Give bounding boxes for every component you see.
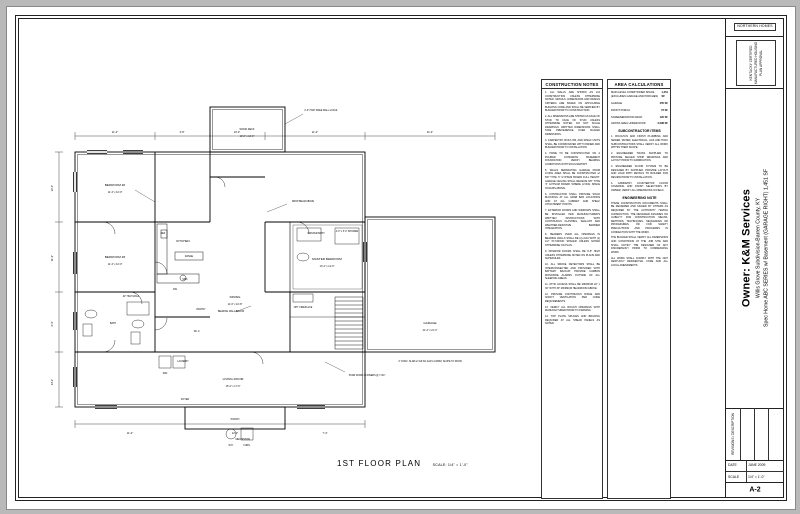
svg-text:10'-0": 10'-0"	[233, 131, 241, 134]
note-item: 12. PROVIDE CONTINUOUS RIDGE AND SOFFIT VENTILATION PER CODE REQUIREMENTS.	[545, 292, 600, 303]
area-calculations-heading: AREA CALCULATIONS	[608, 80, 670, 89]
svg-text:W.I.C.: W.I.C.	[193, 330, 201, 333]
svg-text:3'-4": 3'-4"	[51, 321, 54, 327]
floor-plan-drawing	[35, 62, 505, 462]
svg-text:MASTER BATH: MASTER BATH	[307, 232, 325, 235]
svg-text:MASTER BEDROOM: MASTER BEDROOM	[312, 257, 342, 261]
note-item: 4. HOME TO BE CONSTRUCTED ON A POURED CONCRETE BASEMENT FOUNDATION. VERIFY BEARING CONDITIONS WITH SOILS REPORT.	[545, 151, 600, 166]
svg-text:BEARING WALL BELOW: BEARING WALL BELOW	[218, 311, 244, 313]
stamp-line: KENTUCKY CERTIFIED	[748, 45, 753, 81]
area-line-value: 1,451 SF	[661, 91, 668, 98]
svg-text:11'-0" x 10'-8": 11'-0" x 10'-8"	[227, 303, 243, 306]
svg-text:42" HIGH WALL: 42" HIGH WALL	[122, 296, 140, 298]
revisions-col-divider	[754, 408, 755, 460]
area-line	[611, 91, 668, 99]
area-line-key: FRONT PORCH	[611, 108, 630, 112]
note-item: 2. ALL DIMENSIONS ARE SHOWN AS FACE OF STUD TO FACE OF STUD UNLESS OTHERWISE NOTED. DO NOT SCALE DRAWINGS. WRITTEN DIMENSIONS SHALL TAKE PRECEDENCE OVER SCALED DIMENSIONS.	[545, 114, 600, 137]
revisions-col-divider	[768, 408, 769, 460]
area-line-value: 2,098 SF	[657, 122, 668, 126]
note-item: 6. CONTRACTOR SHALL PROVIDE SOLID BLOCKING AT ALL GRAB BAR LOCATIONS AND AT ALL CABINET AND SHELF ATTACHMENT POINTS.	[545, 192, 600, 207]
plan-title-text: 1ST FLOOR PLAN	[337, 459, 422, 468]
area-line	[611, 102, 668, 106]
date-value: JUNE 2009	[748, 463, 766, 467]
note-item: 13. VERIFY ALL ROUGH OPENINGS WITH MANUFACTURER PRIOR TO FRAMING.	[545, 305, 600, 313]
svg-text:REF: REF	[160, 233, 166, 235]
area-line	[611, 109, 668, 113]
note-item: 8. HEADERS OVER ALL OPENINGS IN BEARING WALLS SHALL BE (2) 2x10 WITH (1) 1/2" PLYWOOD SPACER UNLESS NOTED OTHERWISE ON PLAN.	[545, 233, 600, 248]
scale-value: 1/4" = 1'-0"	[748, 475, 765, 479]
owner-info-cell	[726, 88, 784, 409]
svg-text:2'-0" HIGH KNEE WALL w/ RAIL: 2'-0" HIGH KNEE WALL w/ RAIL	[304, 110, 338, 112]
svg-text:SINK: SINK	[182, 279, 188, 281]
svg-text:LIVING ROOM: LIVING ROOM	[222, 377, 244, 381]
stamp-line: MANUFACTURED HOUSING	[753, 41, 758, 85]
scale-label: SCALE	[728, 475, 740, 479]
subcontractor-note: 2. ENGINEERED TRUSS SUPPLIER TO PROVIDE SEALED SHOP DRAWINGS AND LAYOUT PRIOR TO FABRICATION.	[611, 152, 668, 163]
area-line-key: GROSS AREA UNDER ROOF	[611, 122, 647, 126]
svg-text:RANGE: RANGE	[184, 256, 194, 258]
note-item: 7. EXTERIOR DOORS AND WINDOWS SHALL BE INSTALLED PER MANUFACTURER'S WRITTEN INSTRUCTIONS WITH CONTINUOUS FLASHING, SEALANT AND WEATHER-RESISTIVE BARRIER INTEGRATION.	[545, 209, 600, 231]
svg-text:4" CONC. SLAB w/ 6x6 W1.4xW1.4: 4" CONC. SLAB w/ 6x6 W1.4xW1.4 WWM, SLOPE TO DOOR	[398, 361, 462, 363]
svg-text:PANTRY: PANTRY	[196, 309, 206, 311]
title-block	[725, 18, 784, 498]
owner-title: Owner: K&M Services	[740, 188, 753, 308]
area-line-value: 455 SF	[659, 101, 668, 105]
svg-text:14'-0": 14'-0"	[51, 378, 54, 386]
svg-text:BEDROOM #2: BEDROOM #2	[104, 183, 126, 187]
area-line-key: SCREENED/WOOD DECK	[611, 115, 643, 119]
date-scale-divider	[746, 460, 747, 482]
note-item: 14. TOP PLATE SPLICES AND BRACING REQUIRED AT ALL SHEAR PANELS AS NOTED.	[545, 315, 600, 326]
area-line-value: 120 SF	[659, 115, 668, 119]
svg-text:BATH: BATH	[109, 322, 117, 325]
svg-text:10'-0": 10'-0"	[51, 184, 54, 192]
svg-text:11'-4": 11'-4"	[111, 131, 119, 134]
svg-text:12'-0": 12'-0"	[231, 432, 239, 435]
engineering-note: ALL WORK SHALL COMPLY WITH THE 2007 KENTUCKY RESIDENTIAL CODE AND ALL LOCAL AMENDMENTS.	[611, 256, 668, 268]
plan-scale-text: SCALE: 1/4" = 1'-0"	[432, 463, 468, 467]
svg-text:W/D: W/D	[162, 373, 168, 375]
note-item: 3. CARPENTRY, BUILT-INS, AND SHELF UNITS SHALL BE COORDINATED WITH OWNER AND BUILDER PRIOR TO INSTALLATION.	[545, 138, 600, 150]
date-row	[726, 460, 784, 472]
note-item: 5. WALLS SEPARATING GARAGE FROM LIVING AREA SHALL BE CONSTRUCTED w/ 5/8" TYPE 'X' GYPSUM BOARD FULL HEIGHT. GARAGE CEILING SHALL RECEIVE 5/8" TYPE 'X' GYPSUM BOARD WHERE LIVING SPACE OCCURS ABOVE.	[545, 168, 600, 190]
approval-stamp	[726, 36, 784, 89]
area-calculations-body	[608, 89, 670, 272]
area-line	[611, 116, 668, 120]
approval-stamp-box	[736, 40, 776, 86]
svg-text:DROP BEAM ABOVE: DROP BEAM ABOVE	[291, 201, 315, 203]
svg-text:FOYER: FOYER	[180, 398, 190, 401]
note-item: 11. ATTIC ACCESS SHALL BE MINIMUM 22" x 30" WITH 30" MINIMUM HEADROOM ABOVE.	[545, 283, 600, 290]
svg-text:OPT. FIREPLACE: OPT. FIREPLACE	[293, 307, 313, 309]
owner-subtitle-model: Spec Home ABC SERIES w/ Basement (GARAGE RIGHT) 1,451 SF	[763, 169, 770, 327]
area-line-key: MAIN LEVEL CONDITIONED SPACE (EXCLUDES GARAGE AND PORCHES)	[611, 91, 659, 98]
svg-text:11'-4": 11'-4"	[126, 432, 134, 435]
svg-text:KITCHEN: KITCHEN	[176, 239, 190, 243]
company-logo	[726, 18, 784, 37]
svg-text:STAIR DOWN 14 RISERS @ 7-3/4": STAIR DOWN 14 RISERS @ 7-3/4"	[348, 375, 386, 377]
engineering-note: THE BUILDER SHALL VERIFY ALL DIMENSIONS AND CONDITIONS AT THE JOB SITE AND SHALL NOTIFY THE DESIGNER OF ANY DISCREPANCY PRIOR TO COMMENCING WORK.	[611, 236, 668, 254]
drawing-sheet	[6, 6, 796, 510]
svg-text:PORCH: PORCH	[230, 418, 240, 421]
svg-text:21'-4": 21'-4"	[426, 131, 434, 134]
owner-info-rotated	[741, 169, 770, 327]
svg-text:21'-4" x 21'-4": 21'-4" x 21'-4"	[422, 329, 438, 332]
revisions-cell	[726, 408, 784, 461]
subcontractor-note: 3. ENGINEERED FLOOR SYSTEM TO BE DESIGNED BY SUPPLIER. PROVIDE LAYOUT AND LOAD PATH DETAILS TO BUILDER FOR REVIEW PRIOR TO INSTALLATION.	[611, 165, 668, 179]
company-logo-text: NORTHERN HOMES	[734, 23, 775, 31]
note-item: 10. ALL SMOKE DETECTORS SHALL BE INTERCONNECTED AND PROVIDED WITH BATTERY BACKUP. PROVIDE CARBON MONOXIDE ALARMS OUTSIDE OF ALL SLEEPING AREAS.	[545, 262, 600, 281]
revisions-label: REVISIONS / DESCRIPTION	[731, 413, 735, 455]
svg-text:4'-0" x 5'-0" SHOWER: 4'-0" x 5'-0" SHOWER	[335, 231, 359, 233]
engineering-note-heading: ENGINEERING NOTE	[622, 195, 657, 200]
note-item: 1. ALL WALLS ARE SHOWN AS 2x4 CONSTRUCTION UNLESS OTHERWISE NOTED. DETAILS, DIMENSIONS AND DESIGN CRITERIA ARE BASED ON APPLICABLE BUILDING CODE AND SHALL BE VERIFIED BY BUILDER PRIOR TO CONSTRUCTION.	[545, 91, 600, 113]
engineering-note: THESE CONSTRUCTION DOCUMENTS SHALL BE REVIEWED AND SIGNED BY OTHERS AS REQUIRED BY THE AUTHORITY HAVING JURISDICTION. THE DESIGNER ASSUMES NO LIABILITY FOR CONSTRUCTION MEANS, METHODS, TECHNIQUES, SEQUENCES OR PROCEDURES, OR FOR SAFETY PRECAUTIONS AND PROGRAMS IN CONNECTION WITH THE WORK.	[611, 201, 668, 234]
subcontractor-note: 4. CABINETRY, COUNTERTOP, FLOOR COVERING AND FINISH SELECTIONS BY OWNER; VERIFY ALL DIMENSIONS IN FIELD.	[611, 181, 668, 193]
svg-text:11'-4" x 10'-0": 11'-4" x 10'-0"	[107, 263, 123, 266]
svg-text:W.H.: W.H.	[228, 445, 234, 447]
date-label: DATE	[728, 463, 737, 467]
revisions-col-divider	[740, 408, 741, 460]
svg-text:3'-8": 3'-8"	[179, 131, 185, 134]
owner-subtitle-location: Willis Grove Subdivision-Barren County, KY	[755, 197, 762, 299]
svg-text:FURN.: FURN.	[243, 445, 251, 447]
svg-text:15'-4" x 17'-0": 15'-4" x 17'-0"	[225, 385, 241, 388]
date-scale-cell	[726, 460, 784, 483]
svg-text:GARAGE: GARAGE	[423, 321, 437, 325]
svg-text:13'-4" x 14'-0": 13'-4" x 14'-0"	[319, 265, 335, 268]
svg-text:MECH/STOR.: MECH/STOR.	[235, 438, 251, 441]
sheet-number: A-2	[749, 486, 761, 494]
svg-text:11'-4": 11'-4"	[51, 254, 54, 262]
area-line-value: 72 SF	[661, 108, 668, 112]
approval-stamp-text	[749, 42, 763, 84]
svg-text:7'-4": 7'-4"	[322, 432, 328, 435]
construction-notes-body	[542, 89, 602, 330]
svg-text:10'-0" x 12'-0": 10'-0" x 12'-0"	[239, 135, 255, 138]
note-item: 9. INTERIOR DOORS SHALL BE 6'-8" HIGH UNLESS OTHERWISE NOTED ON PLANS AND SCHEDULES.	[545, 249, 600, 261]
svg-text:WOOD DECK: WOOD DECK	[239, 128, 255, 131]
sheet-number-cell	[726, 482, 784, 498]
svg-text:DINING: DINING	[229, 295, 241, 299]
subcontractor-note: 1. ROUGH-IN AND FINISH PLUMBING AND SEWER, WATER, ELECTRICAL, GAS AND HVAC SUBCONTRACTORS SHALL VERIFY ALL WORK WITHIN THEIR SCOPE.	[611, 135, 668, 150]
stamp-line: PLAN APPROVAL	[758, 50, 763, 76]
area-calculations-panel	[607, 79, 671, 499]
svg-text:LAUNDRY: LAUNDRY	[177, 360, 189, 363]
construction-notes-heading: CONSTRUCTION NOTES	[542, 80, 602, 89]
area-line	[611, 122, 668, 126]
svg-text:11'-4" x 10'-0": 11'-4" x 10'-0"	[107, 191, 123, 194]
construction-notes-panel	[541, 79, 603, 499]
plan-title-block	[337, 459, 468, 468]
svg-text:BEDROOM #3: BEDROOM #3	[104, 255, 126, 259]
svg-text:DW: DW	[173, 289, 177, 291]
subcontractor-items-heading: SUBCONTRACTOR ITEMS	[618, 129, 661, 134]
area-line-key: GARAGE	[611, 101, 623, 105]
svg-text:11'-0": 11'-0"	[311, 131, 319, 134]
